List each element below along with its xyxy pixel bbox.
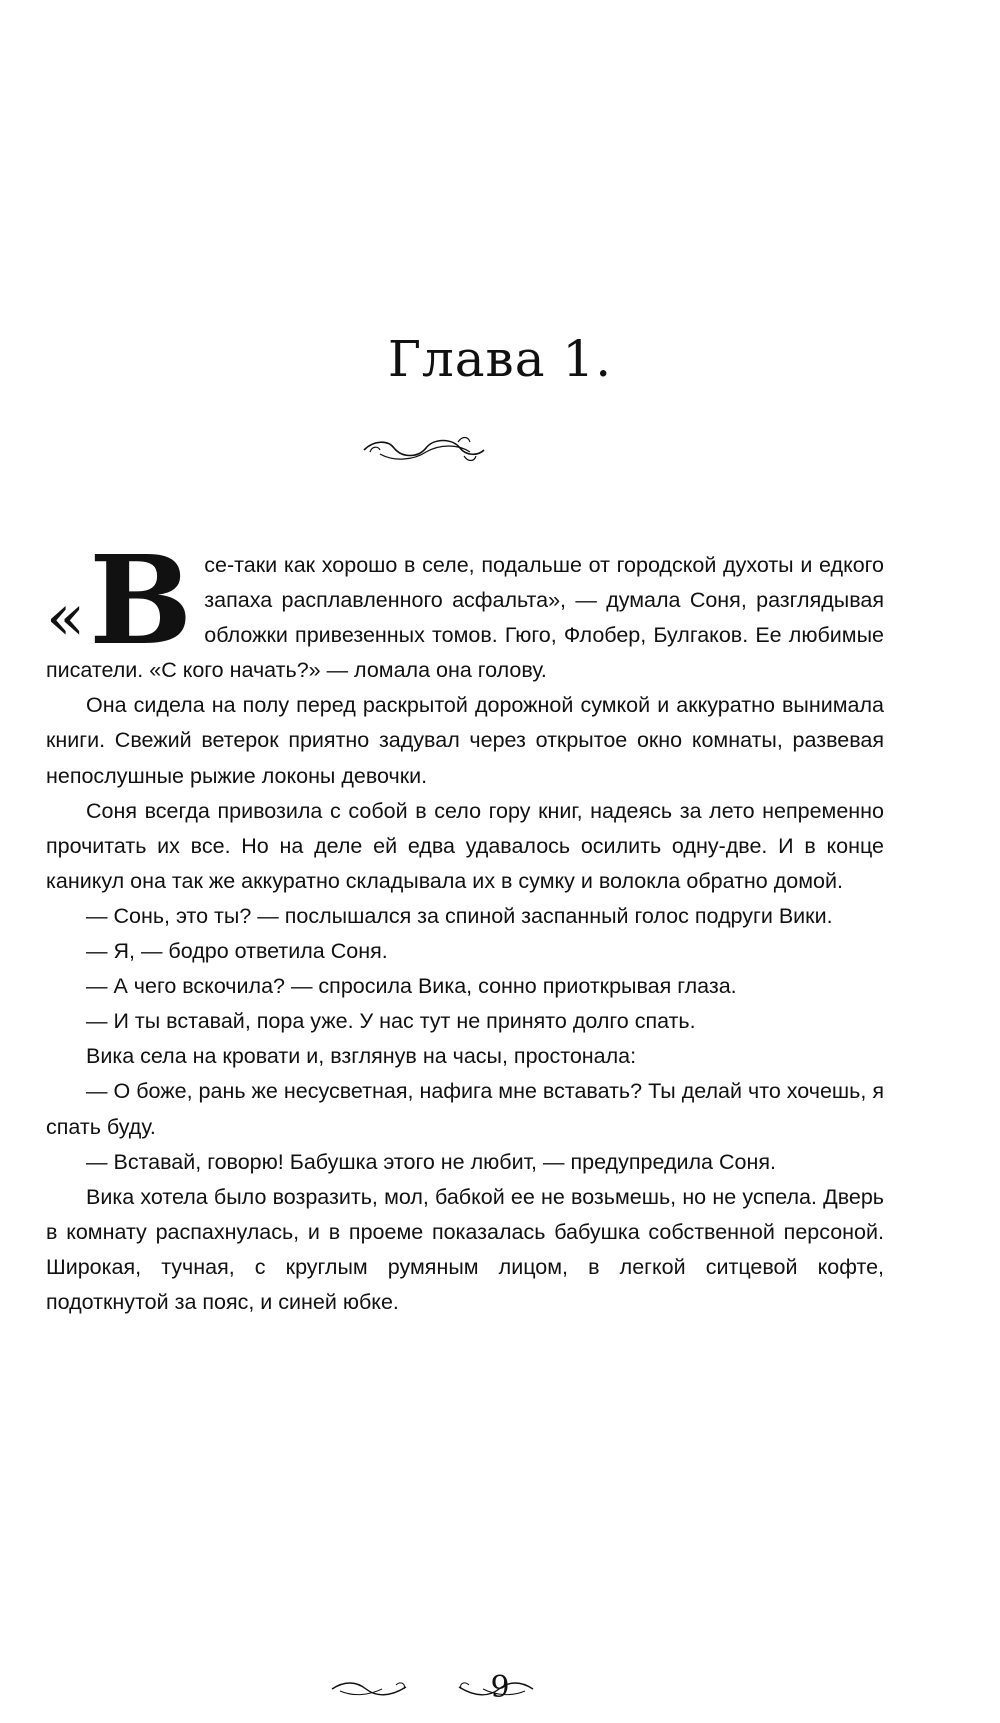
paragraph: Вика села на кровати и, взглянув на часы, простонала: (86, 1044, 637, 1069)
paragraph-text: се-таки как хорошо в селе, подальше от городской духоты и едкого запаха расплавленного асфальта», — думала Соня, разглядывая обложки привезенных томов. Гюго, Флобер, Булгаков. Ее любимые писатели. «С кого начать?» — ломала она голову. (46, 553, 884, 683)
paragraph: — Вставай, говорю! Бабушка этого не любит, — предупредила Соня. (86, 1149, 776, 1174)
drop-cap-letter: В (89, 528, 193, 672)
page-number: 9 (490, 1670, 510, 1705)
paragraph: — И ты вставай, пора уже. У нас тут не принято долго спать. (86, 1009, 696, 1034)
paragraph: — А чего вскочила? — спросила Вика, сонно приоткрывая глаза. (86, 974, 737, 999)
chapter-title: Глава 1. (387, 330, 613, 388)
flourish-right-icon (455, 1677, 535, 1701)
paragraph: — Я, — бодро ответила Соня. (86, 939, 388, 964)
paragraph: Она сидела на полу перед раскрытой дорожной сумкой и аккуратно вынимала книги. Свежий ветерок приятно задувал через открытое окно комнаты, развевая непослушные рыжие локоны девочки. (46, 693, 884, 788)
footer-ornament-right (455, 1677, 535, 1701)
paragraph-first (46, 528, 884, 688)
body-text (46, 528, 884, 1320)
drop-cap-quote: « (46, 581, 86, 655)
paragraph: — Сонь, это ты? — послышался за спиной заспанный голос подруги Вики. (86, 903, 833, 928)
drop-cap (46, 528, 193, 672)
paragraph: — О боже, рань же несусветная, нафига мне вставать? Ты делай что хочешь, я спать буду. (46, 1079, 884, 1139)
chapter-ornament (360, 430, 490, 470)
flourish-ornament-icon (360, 430, 490, 470)
paragraph: Соня всегда привозила с собой в село гору книг, надеясь за лето непременно прочитать их все. Но на деле ей едва удавалось осилить одну-две. И в конце каникул она так же аккуратно складывала их в сумку и волокла обратно домой. (46, 798, 884, 893)
paragraph: Вика хотела было возразить, мол, бабкой ее не возьмешь, но не успела. Дверь в комнату распахнулась, и в проеме показалась бабушка собственной персоной. Широкая, тучная, с круглым румяным лицом, в легкой ситцевой кофте, подоткнутой за пояс, и синей юбке. (46, 1184, 884, 1314)
